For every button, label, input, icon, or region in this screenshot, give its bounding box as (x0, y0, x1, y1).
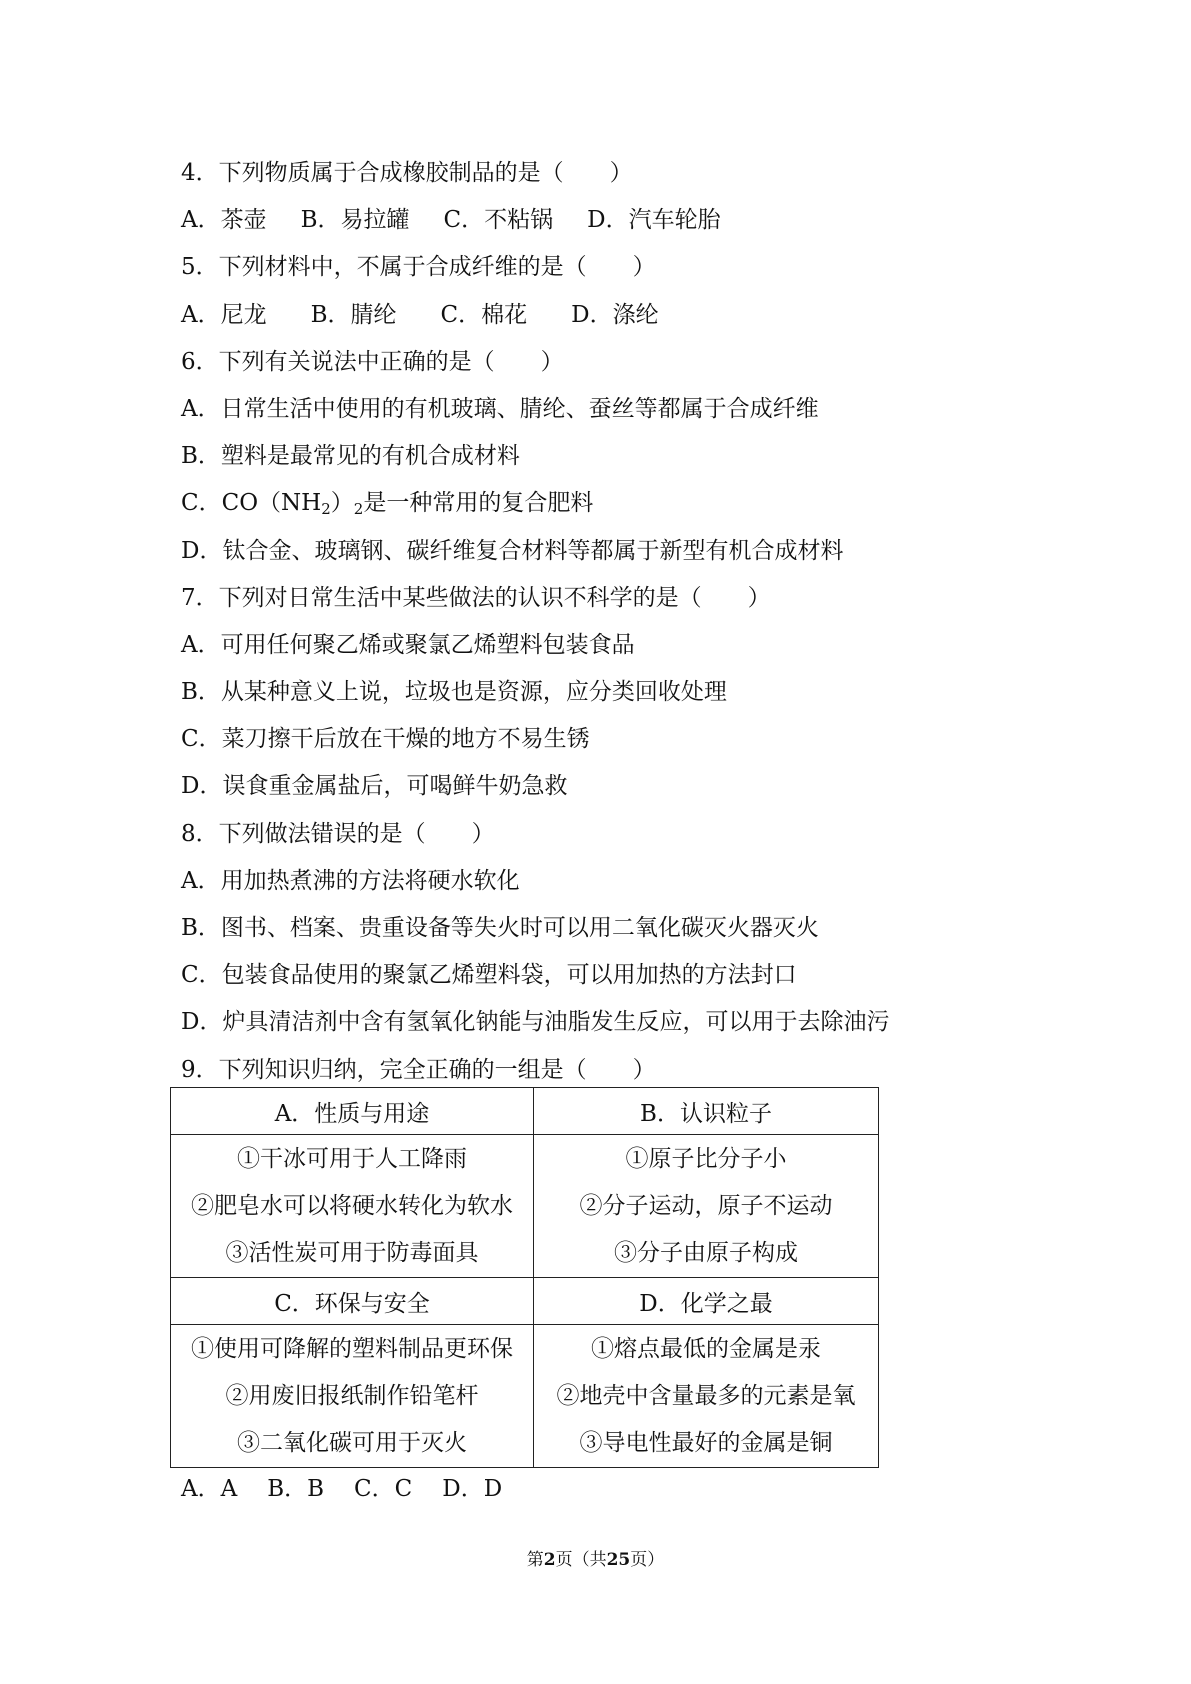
option-a: A．A (181, 1476, 238, 1502)
table-item: ①原子比分子小 (625, 1145, 787, 1172)
table-item: ①使用可降解的塑料制品更环保 (191, 1335, 513, 1362)
question-9-stem: 9．下列知识归纳，完全正确的一组是（ ） (181, 1056, 656, 1083)
table-item: ②用废旧报纸制作铅笔杆 (225, 1382, 479, 1409)
table-item: ③活性炭可用于防毒面具 (225, 1239, 479, 1266)
knowledge-table (170, 1087, 879, 1468)
question-6-option-c (181, 480, 1041, 527)
question-7-option-b: B．从某种意义上说，垃圾也是资源，应分类回收处理 (181, 679, 727, 706)
table-cell-d (534, 1325, 879, 1468)
option-d: D．汽车轮胎 (587, 207, 721, 234)
question-6-option-b: B．塑料是最常见的有机合成材料 (181, 443, 520, 470)
footer-text-1: 第 (526, 1550, 544, 1570)
footer-text-2: 页（共 (555, 1550, 607, 1570)
question-8-option-d: D．炉具清洁剂中含有氢氧化钠能与油脂发生反应，可以用于去除油污 (181, 1009, 890, 1036)
footer-text-3: 页） (630, 1550, 665, 1570)
table-header-a: A．性质与用途 (171, 1088, 534, 1135)
question-6-option-a: A．日常生活中使用的有机玻璃、腈纶、蚕丝等都属于合成纤维 (181, 395, 819, 422)
page-number: 2 (543, 1550, 556, 1570)
option-c-text-2: ） (330, 490, 354, 517)
subscript: 2 (353, 500, 364, 519)
option-d: D．D (442, 1476, 503, 1502)
question-7-option-d: D．误食重金属盐后，可喝鲜牛奶急救 (181, 773, 568, 800)
question-4-options (181, 197, 1041, 244)
table-item: ③二氧化碳可用于灭火 (237, 1429, 467, 1456)
table-item: ①干冰可用于人工降雨 (237, 1145, 467, 1172)
question-4-stem: 4．下列物质属于合成橡胶制品的是（ ） (181, 160, 633, 186)
table-header-b: B．认识粒子 (534, 1088, 879, 1135)
page-total: 25 (606, 1550, 631, 1570)
table-cell-a (171, 1135, 534, 1278)
page-footer (0, 1545, 1191, 1570)
option-a: A．尼龙 (181, 301, 267, 328)
table-item: ②分子运动，原子不运动 (579, 1192, 833, 1219)
table-item: ①熔点最低的金属是汞 (591, 1335, 821, 1362)
question-5-options (181, 292, 1041, 339)
question-6-stem: 6．下列有关说法中正确的是（ ） (181, 348, 564, 375)
option-b: B．B (267, 1476, 325, 1502)
question-7-option-a: A．可用任何聚乙烯或聚氯乙烯塑料包装食品 (181, 631, 635, 658)
table-item: ③导电性最好的金属是铜 (579, 1429, 833, 1456)
question-6-option-d: D．钛合金、玻璃钢、碳纤维复合材料等都属于新型有机合成材料 (181, 537, 844, 564)
question-9-options (181, 1466, 502, 1513)
question-5-stem: 5．下列材料中，不属于合成纤维的是（ ） (181, 254, 656, 281)
question-8-option-a: A．用加热煮沸的方法将硬水软化 (181, 867, 520, 894)
option-b: B．腈纶 (310, 301, 397, 328)
questions (181, 150, 1041, 1094)
question-8-option-b: B．图书、档案、贵重设备等失火时可以用二氧化碳灭火器灭火 (181, 915, 819, 941)
option-c: C．不粘锅 (443, 207, 554, 234)
option-c: C．棉花 (440, 301, 528, 328)
option-a: A．茶壶 (181, 207, 267, 234)
option-d: D．涤纶 (571, 301, 659, 328)
option-c-text-3: 是一种常用的复合肥料 (363, 490, 594, 517)
table-item: ②肥皂水可以将硬水转化为软水 (191, 1192, 513, 1219)
table-header-d: D．化学之最 (534, 1278, 879, 1325)
table-item: ③分子由原子构成 (614, 1239, 798, 1266)
option-c: C．C (354, 1476, 413, 1502)
table-item: ②地壳中含量最多的元素是氧 (556, 1382, 856, 1409)
question-8-stem: 8．下列做法错误的是（ ） (181, 820, 495, 847)
subscript: 2 (321, 500, 331, 519)
table-cell-c (171, 1325, 534, 1468)
option-b: B．易拉罐 (300, 207, 410, 234)
table-header-c: C．环保与安全 (171, 1278, 534, 1325)
option-c-text-1: C．CO（NH (181, 490, 322, 517)
table-cell-b (534, 1135, 879, 1278)
question-8-option-c: C．包装食品使用的聚氯乙烯塑料袋，可以用加热的方法封口 (181, 962, 797, 989)
question-7-stem: 7．下列对日常生活中某些做法的认识不科学的是（ ） (181, 584, 771, 611)
question-7-option-c: C．菜刀擦干后放在干燥的地方不易生锈 (181, 726, 590, 753)
